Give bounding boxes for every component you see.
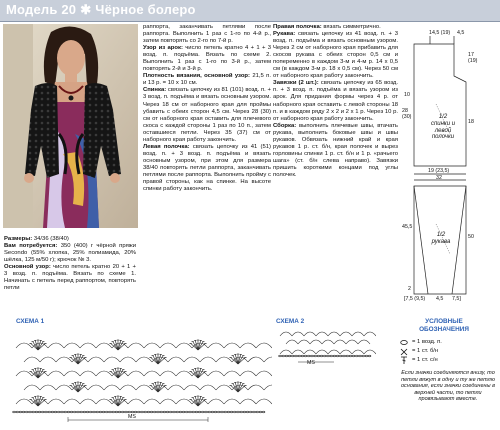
- header-rule: [0, 21, 500, 22]
- model-photo: [3, 24, 138, 228]
- back-right-lower: 18: [468, 119, 474, 125]
- legend-text: = 1 ст. б/н: [412, 348, 439, 354]
- model-number: Модель 20: [6, 2, 77, 17]
- arch-pattern-label: Узор из арок:: [143, 45, 183, 52]
- materials-label: Вам потребуется:: [4, 243, 58, 250]
- arch-pattern-text: число петель кратно 4 + 1 + 3 возд. п. подъёма. Вязать по схеме 2. Выполнить 1 раз с 1-го по 3-й р., затем повторять 2-й и 3-й р.: [143, 45, 271, 73]
- back-label: Спинка:: [143, 87, 167, 94]
- back-text: связать цепочку из 81 (101) возд. п. + 3 возд. п. подъёма и вязать основным узором. Через 18 см от наборного края для проймы убавить с обеих сторон 4,5 см. Через 28 (30) см от наборного края оставить для плечевого скоса с каждой стороны 1 раз по 10 п., затем оставшиеся петли. Через 35 (37) см от наборного края работу закончить.: [143, 87, 271, 143]
- scheme-2-title: СХЕМА 2: [276, 318, 305, 325]
- density-text: 21,5 п. и 13 р. = 10 х 10 см.: [143, 73, 271, 87]
- scheme-1-diagram: [8, 328, 272, 424]
- scheme-2-ms-label: MS: [307, 360, 315, 366]
- sleeves-text: связать цепочку из 41 возд. п. + 3 возд. п. подъёма и вязать основным узором. Через 2 см от наборного края прибавить для скосов рукава с обеих сторон 0,5 см и попеременно в каждом 3-м и 4-м р. 14 х 0,5 см (в каждом 3-м р. 18 х 0,5 см). Через 50 см от наборного края работу закончить.: [273, 31, 398, 80]
- text-column-3: [273, 24, 398, 179]
- sleeve-bottom-right: 7,5]: [452, 296, 461, 302]
- scheme-1-title: СХЕМА 1: [16, 318, 45, 325]
- back-bottom-width: 19 (23,5): [428, 168, 450, 174]
- star-icon: ✱: [80, 2, 92, 17]
- assembly-text: выполнить плечевые швы, втачать рукава, выполнить боковые швы и швы рукавов. Обвязать нижний край и края рукавов 1 р. ст. б/н, края полочек и вырез горловины спинки 1 р. ст. б/н и 1 р. «рачьего шага» (ст. б/н слева направо). Завязки пришить короткими концами под углы полочек.: [273, 122, 398, 178]
- left-front-label: Левая полочка:: [143, 143, 190, 150]
- sleeve-top-width: 32: [436, 175, 442, 181]
- sleeve-piece-label: 1/2 рукава: [431, 232, 451, 245]
- basic-pattern-label: Основной узор:: [4, 264, 51, 271]
- back-piece-label: 1/2 спинки и левой полочки: [430, 114, 456, 141]
- text-column-1: [4, 236, 136, 292]
- page-title: [6, 2, 196, 18]
- scheme-2-diagram: [276, 326, 376, 366]
- back-left-lower: 28 (30): [402, 108, 412, 120]
- basic-pattern-text: число петель кратно 20 + 1 + 3 возд. п. подъёма. Вязать по схеме 1. Начинать с петель перед раппортом, повторять петли: [4, 264, 136, 292]
- legend-item: [396, 338, 500, 347]
- basic-pattern-continued: раппорта, заканчивать петлями после раппорта. Выполнить 1 раз с 1-го по 4-й р., затем повторять со 2-го по 7-й р.: [143, 24, 271, 45]
- legend-item: [396, 347, 500, 356]
- sleeve-right-total: 50: [468, 234, 474, 240]
- sizes-label: Размеры:: [4, 236, 33, 242]
- right-front-label: Правая полочка:: [273, 24, 322, 30]
- legend-text: = 1 возд. п.: [412, 339, 442, 345]
- legend-item: [396, 356, 500, 365]
- pattern-pieces: [400, 24, 500, 304]
- model-name: Чёрное болеро: [95, 2, 196, 17]
- back-left-mid: 10: [404, 92, 410, 98]
- ties-label: Завязки (2 шт.):: [273, 80, 319, 87]
- sleeve-left-bottom: 2: [408, 286, 411, 292]
- materials-text: 350 (400) г чёрной пряжи Secondo (55% хлопка, 25% полиамида, 20% шёлка, 125 м/50 г); крючок № 3.: [4, 243, 136, 264]
- back-top-width: 14,5 (19): [429, 30, 451, 36]
- sleeve-bottom-left: [7,5 (9,5): [404, 296, 426, 302]
- right-front-text: вязать симметрично.: [321, 24, 381, 30]
- density-label: Плотность вязания, основной узор:: [143, 73, 250, 80]
- text-column-2: [143, 24, 271, 193]
- back-right-top: 17 (19): [468, 52, 478, 64]
- double-crochet-icon: [396, 356, 412, 365]
- legend-text: = 1 ст. с/н: [412, 357, 438, 363]
- scheme-1-ms-label: MS: [128, 414, 136, 420]
- legend-title: УСЛОВНЫЕ ОБОЗНАЧЕНИЯ: [419, 318, 469, 333]
- back-top-right: 4,5: [457, 30, 465, 36]
- sizes-text: 34/36 (38/40): [32, 236, 69, 242]
- legend-note: Если значки соединяются внизу, то петли вяжут в одну и ту же петлю основания, если значки соединены в верхней части, то петли провязывают вместе.: [401, 370, 495, 403]
- assembly-label: Сборка:: [273, 122, 297, 129]
- sleeve-left-total: 45,5: [402, 224, 413, 230]
- sleeve-bottom-mid: 4,5: [436, 296, 444, 302]
- single-crochet-icon: [396, 348, 412, 356]
- page-header: [0, 0, 500, 21]
- sleeves-label: Рукава:: [273, 31, 296, 38]
- legend: [396, 338, 500, 365]
- ties-text: связать цепочку из 65 возд. п. + 3 возд. п. подъёма и вязать узором из арок. Для придания формы через 4 р. от наборного края оставить с левой стороны 18 п. и в каждом ряду 2 х 2 и 2 х 1 р. Через 10 р. от наборного края работу закончить.: [273, 80, 398, 122]
- chain-stitch-icon: [396, 340, 412, 345]
- left-front-text: связать цепочку из 41 (51) возд. п. + 3 возд. п. подъёма и вязать основным узором, при этом для размера 38/40 повторять петли раппорта, заканчивать петлями после раппорта. Выполнить пройму с правой стороны, как на спинке. На высоте спинки работу закончить.: [143, 143, 271, 193]
